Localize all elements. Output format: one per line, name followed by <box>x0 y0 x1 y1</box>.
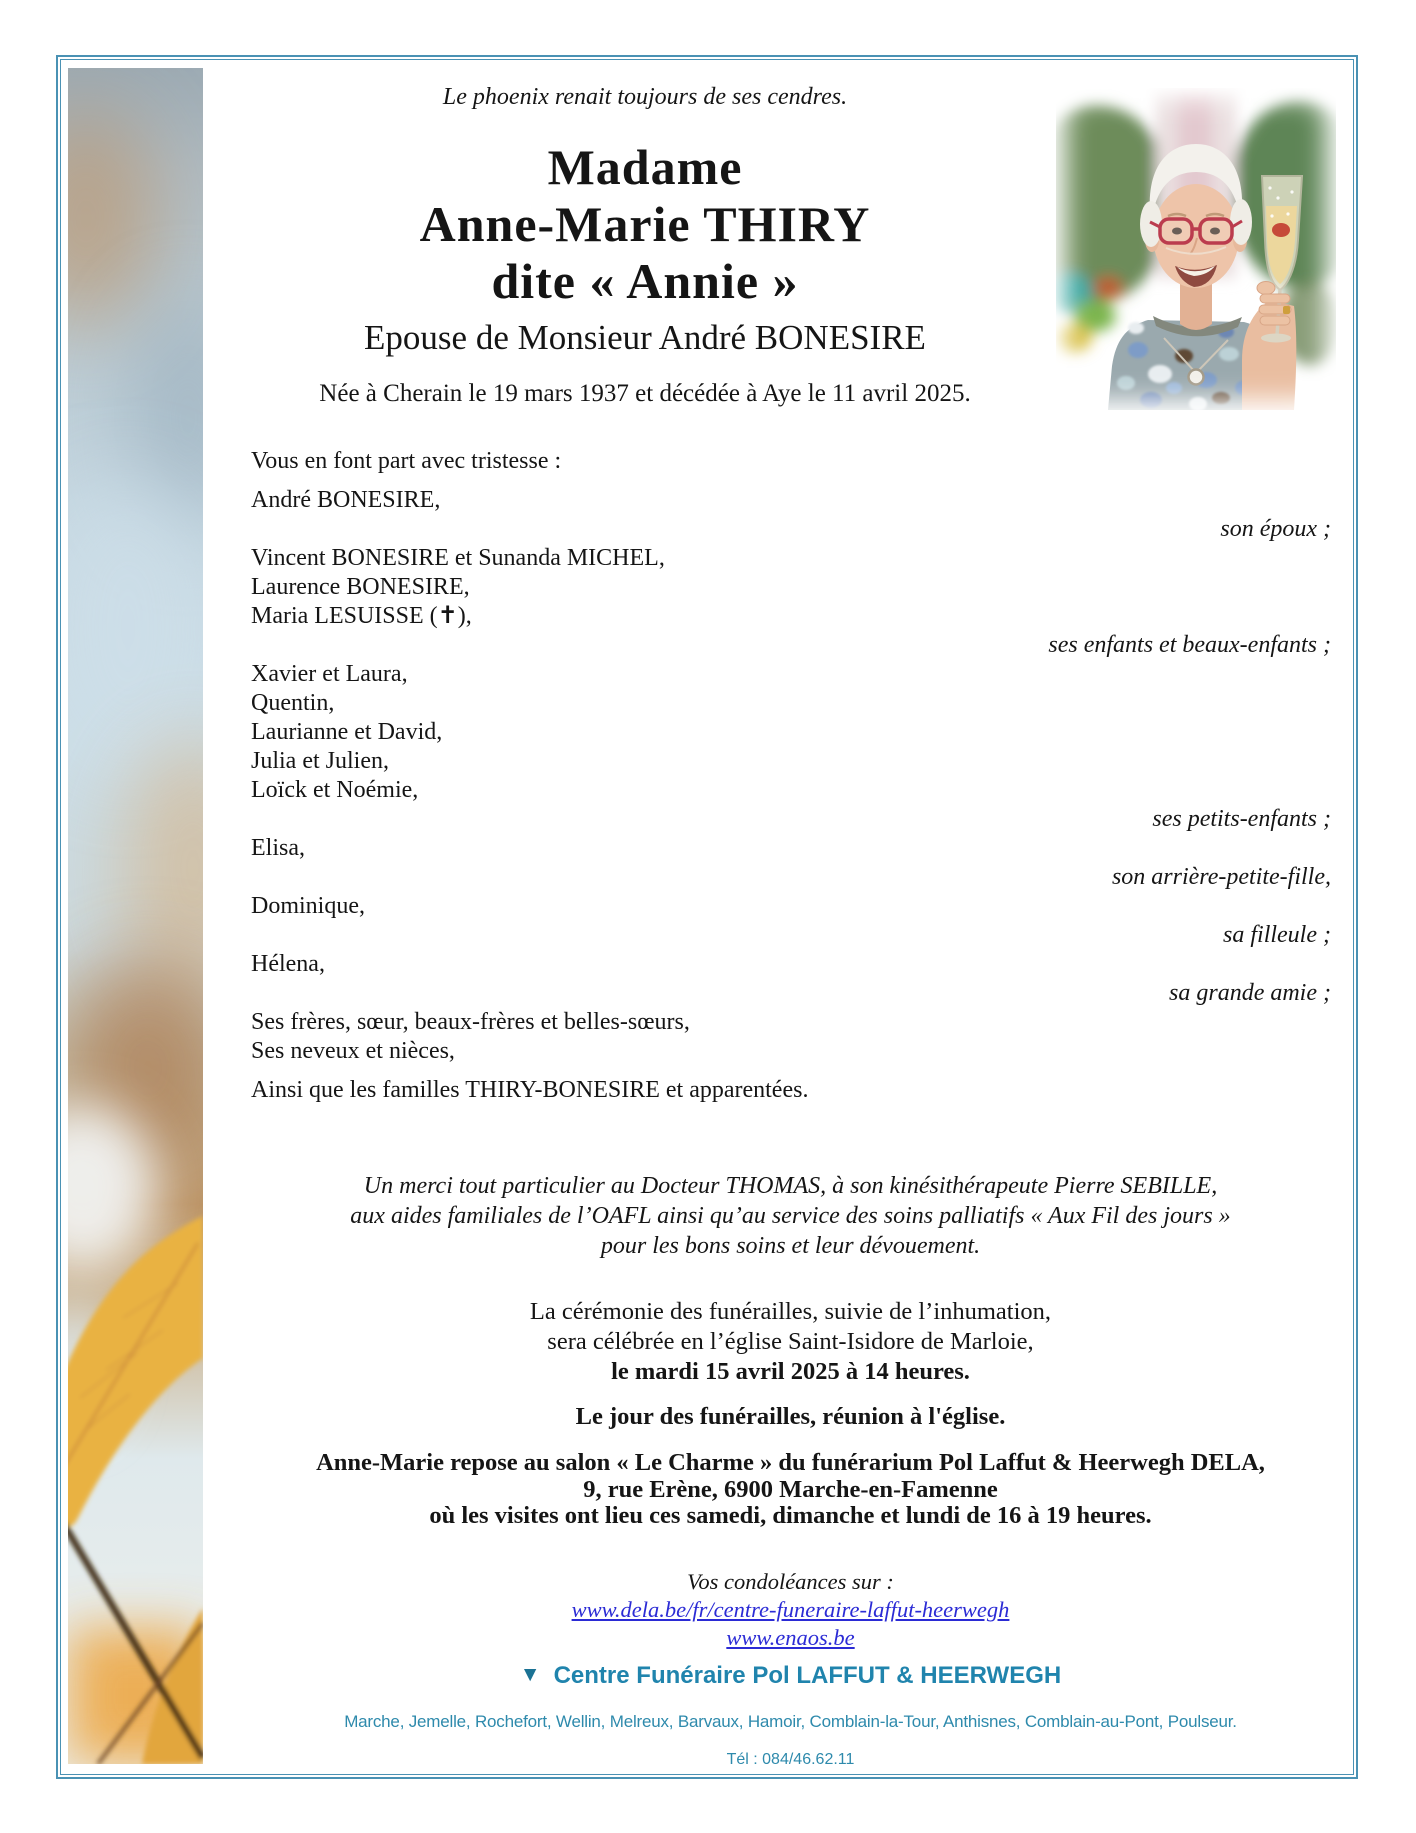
nickname: dite « Annie » <box>491 253 799 309</box>
family-line: Ses neveux et nièces, <box>251 1038 455 1064</box>
branch-cities-line: Marche, Jemelle, Rochefort, Wellin, Melreux, Barvaux, Hamoir, Comblain-la-Tour, Anthisnes, Comblain-au-Pont, Poulseur. <box>344 1712 1237 1731</box>
down-triangle-icon: ▼ <box>519 1663 541 1686</box>
epigraph: Le phoenix renait toujours de ses cendres. <box>442 84 848 110</box>
thanks-line: Un merci tout particulier au Docteur THOMAS, à son kinésithérapeute Pierre SEBILLE, <box>363 1173 1218 1199</box>
family-line: Julia et Julien, <box>251 748 389 774</box>
thanks-paragraph <box>250 1171 1331 1261</box>
ceremony-line: La cérémonie des funérailles, suivie de l’inhumation, <box>529 1298 1052 1325</box>
repose-address-line: 9, rue Erène, 6900 Marche-en-Famenne <box>583 1475 998 1503</box>
family-list <box>251 486 1331 1105</box>
funeral-home-name: Centre Funéraire Pol LAFFUT & HEERWEGH <box>553 1662 1062 1689</box>
title-madame: Madame <box>547 139 743 195</box>
thanks-line: aux aides familiales de l’OAFL ainsi qu’au service des soins palliatifs « Aux Fil des jours » <box>350 1203 1231 1229</box>
family-line: Ses frères, sœur, beaux-frères et belles-sœurs, <box>251 1009 690 1035</box>
ceremony-date-line: le mardi 15 avril 2025 à 14 heures. <box>611 1358 970 1385</box>
family-line: Hélena, <box>251 951 325 977</box>
family-line: Xavier et Laura, <box>251 661 408 687</box>
thanks-line: pour les bons soins et leur dévouement. <box>600 1233 981 1259</box>
reunion-line: Le jour des funérailles, réunion à l'église. <box>575 1403 1006 1430</box>
condolences-link-enaos[interactable]: www.enaos.be <box>726 1625 855 1650</box>
ceremony-paragraph <box>250 1297 1331 1387</box>
visits-line: où les visites ont lieu ces samedi, dimanche et lundi de 16 à 19 heures. <box>429 1502 1152 1529</box>
relationship-label: ses petits-enfants ; <box>1152 806 1331 832</box>
phone-line: Tél : 084/46.62.11 <box>726 1751 855 1768</box>
family-line: Laurianne et David, <box>251 719 443 745</box>
relationship-label: sa grande amie ; <box>1169 980 1331 1006</box>
family-line: Dominique, <box>251 893 365 919</box>
family-line: Elisa, <box>251 835 305 861</box>
relationship-label: son arrière-petite-fille, <box>1111 864 1331 890</box>
birth-death-line: Née à Cherain le 19 mars 1937 et décédée à Aye le 11 avril 2025. <box>319 380 971 407</box>
family-line: Maria LESUISSE (✝), <box>251 603 472 629</box>
condolences-block <box>250 1568 1331 1652</box>
repose-line: Anne-Marie repose au salon « Le Charme » du funérarium Pol Laffut & Heerwegh DELA, <box>316 1449 1265 1476</box>
condolences-link-dela[interactable]: www.dela.be/fr/centre-funeraire-laffut-heerwegh <box>571 1597 1010 1622</box>
relationship-label: sa filleule ; <box>1223 922 1331 948</box>
intro-line: Vous en font part avec tristesse : <box>251 448 562 474</box>
portrait-photo <box>1056 88 1336 410</box>
funeral-home-brand <box>250 1662 1331 1690</box>
relationship-label: ses enfants et beaux-enfants ; <box>1048 632 1331 658</box>
spouse-line: Epouse de Monsieur André BONESIRE <box>364 318 926 357</box>
condolences-label: Vos condoléances sur : <box>687 1569 894 1594</box>
repose-paragraph <box>250 1450 1331 1530</box>
autumn-leaves-photo <box>68 68 203 1764</box>
title-block <box>250 139 1040 310</box>
family-line: Quentin, <box>251 690 335 716</box>
family-line: Vincent BONESIRE et Sunanda MICHEL, <box>251 545 665 571</box>
relationship-label: son époux ; <box>1220 516 1331 542</box>
family-line: André BONESIRE, <box>251 487 441 513</box>
family-line: Laurence BONESIRE, <box>251 574 470 600</box>
family-line: Loïck et Noémie, <box>251 777 419 803</box>
deceased-name: Anne-Marie THIRY <box>419 196 871 252</box>
family-line: Ainsi que les familles THIRY-BONESIRE et apparentées. <box>251 1077 809 1103</box>
ceremony-line: sera célébrée en l’église Saint-Isidore de Marloie, <box>547 1328 1034 1355</box>
